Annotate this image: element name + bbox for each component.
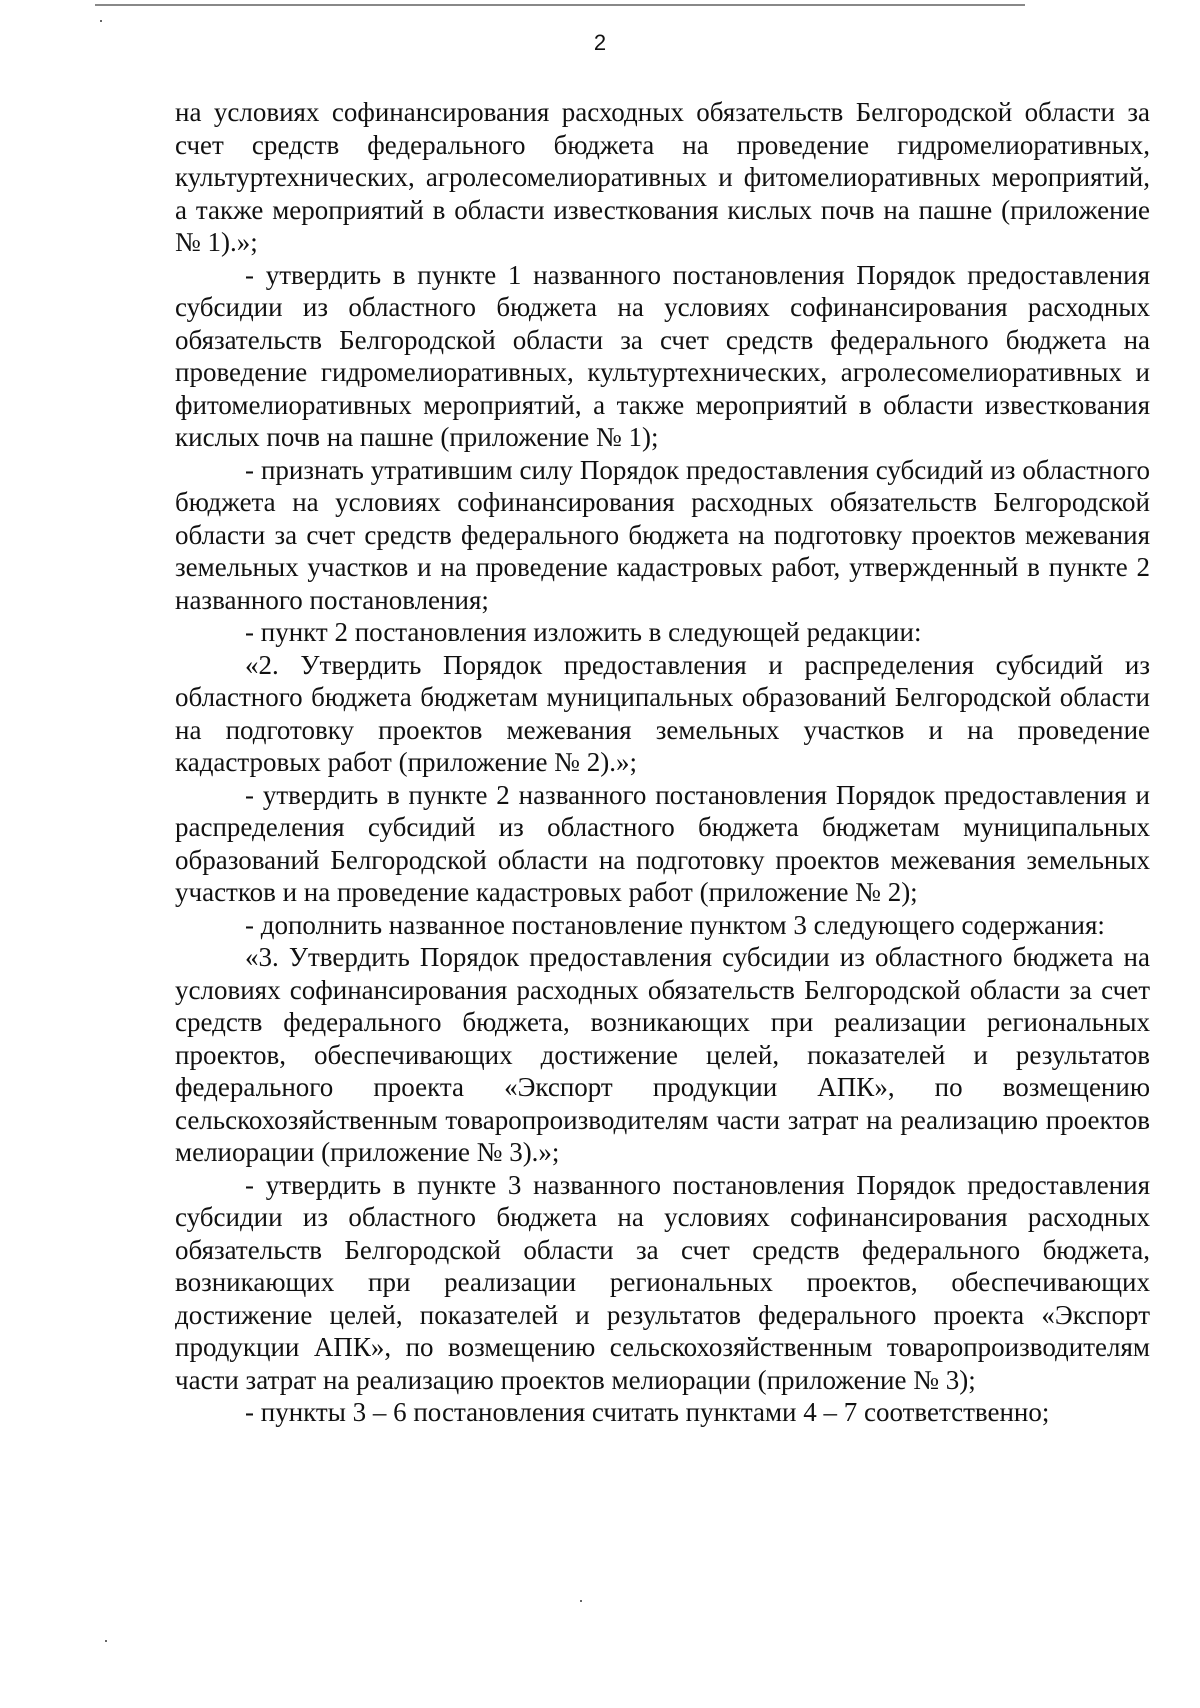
scan-speck (100, 20, 102, 22)
document-body (175, 96, 1150, 1429)
paragraph-10: - пункты 3 – 6 постановления считать пунктами 4 – 7 соответственно; (245, 1397, 1050, 1427)
paragraph-1: на условиях софинансирования расходных обязательств Белгородской области за счет средств федерального бюджета на проведение гидромелиоративных, культуртехнических, агролесомелиоративных и фитомелиоративных мероприятий, а также мероприятий в области известкования кислых почв на пашне (приложение № 1).»; (175, 97, 1150, 257)
paragraph-8: «3. Утвердить Порядок предоставления субсидии из областного бюджета на условиях софинансирования расходных обязательств Белгородской области за счет средств федерального бюджета, возникающих при реализации региональных проектов, обеспечивающих достижение целей, показателей и результатов федерального проекта «Экспорт продукции АПК», по возмещению сельскохозяйственным товаропроизводителям части затрат на реализацию проектов мелиорации (приложение № 3).»; (175, 942, 1150, 1167)
scan-speck (580, 1600, 582, 1602)
paragraph-7: - дополнить названное постановление пунктом 3 следующего содержания: (245, 909, 1105, 940)
page-number: 2 (593, 30, 607, 55)
paragraph-9: - утвердить в пункте 3 названного постановления Порядок предоставления субсидии из областного бюджета на условиях софинансирования расходных обязательств Белгородской области за счет средств федерального бюджета, возникающих при реализации региональных проектов, обеспечивающих достижение целей, показателей и результатов федерального проекта «Экспорт продукции АПК», по возмещению сельскохозяйственным товаропроизводителям части затрат на реализацию проектов мелиорации (приложение № 3); (175, 1169, 1150, 1395)
paragraph-3: - признать утратившим силу Порядок предоставления субсидий из областного бюджета на условиях софинансирования расходных обязательств Белгородской области за счет средств федерального бюджета на подготовку проектов межевания земельных участков и на проведение кадастровых работ, утвержденный в пункте 2 названного постановления; (175, 454, 1150, 615)
paragraph-5: «2. Утвердить Порядок предоставления и распределения субсидий из областного бюджета бюджетам муниципальных образований Белгородской области на подготовку проектов межевания земельных участков и на проведение кадастровых работ (приложение № 2).»; (175, 649, 1150, 777)
paragraph-2: - утвердить в пункте 1 названного постановления Порядок предоставления субсидии из областного бюджета на условиях софинансирования расходных обязательств Белгородской области за счет средств федерального бюджета на проведение гидромелиоративных, культуртехнических, агролесомелиоративных и фитомелиоративных мероприятий, а также мероприятий в области известкования кислых почв на пашне (приложение № 1); (175, 259, 1150, 452)
scan-top-border (95, 4, 1025, 6)
paragraph-4: - пункт 2 постановления изложить в следующей редакции: (245, 617, 922, 647)
paragraph-6: - утвердить в пункте 2 названного постановления Порядок предоставления и распределения субсидий из областного бюджета бюджетам муниципальных образований Белгородской области на подготовку проектов межевания земельных участков и на проведение кадастровых работ (приложение № 2); (175, 779, 1150, 907)
scan-speck (105, 1640, 107, 1642)
